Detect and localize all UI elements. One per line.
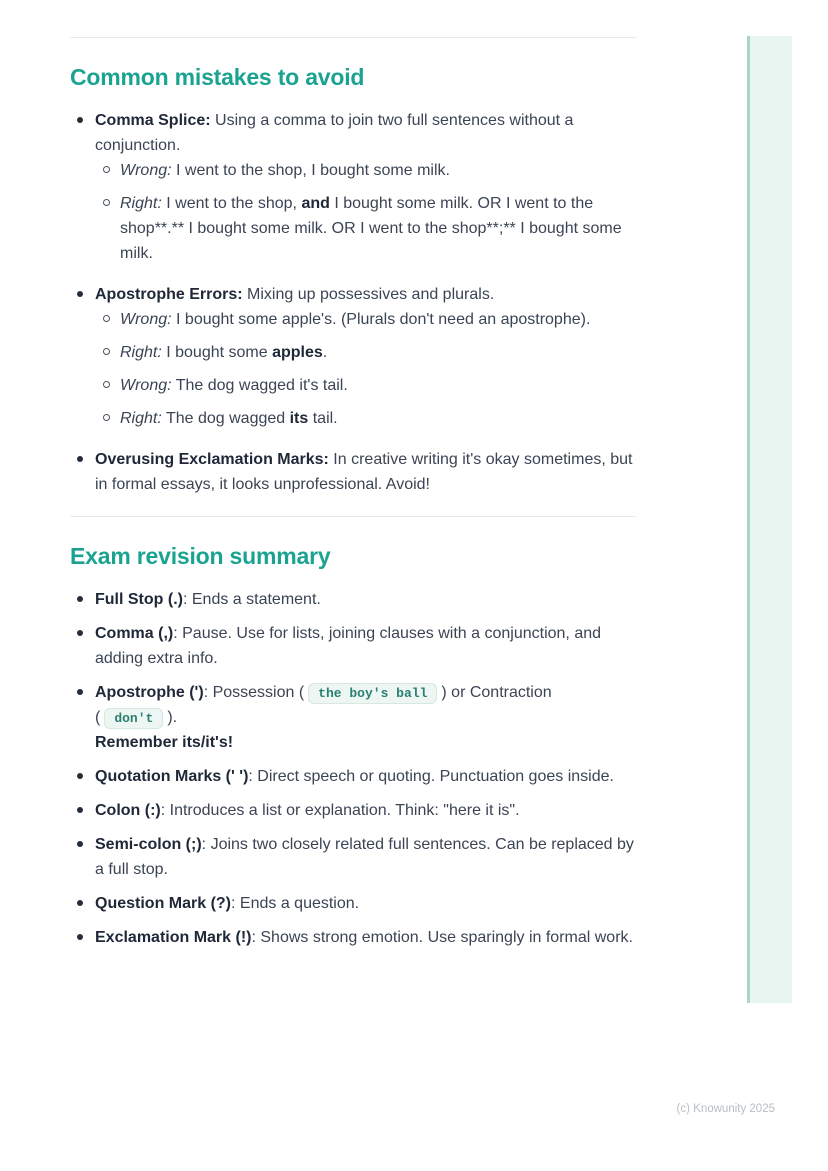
- text-run: : Ends a question.: [231, 895, 360, 912]
- text-run: I went to the shop, I bought some milk.: [171, 162, 450, 179]
- text-run: : Shows strong emotion. Use sparingly in formal work.: [251, 929, 633, 946]
- sections-container: [70, 37, 636, 950]
- section-title: Common mistakes to avoid: [70, 64, 365, 90]
- bullet-list: [70, 108, 636, 497]
- bullet-item: [70, 832, 636, 882]
- text-run: : Ends a statement.: [182, 591, 321, 608]
- text-run: Question Mark (?): [95, 895, 232, 912]
- sub-bullet-item: [95, 191, 636, 266]
- text-run: Apostrophe Errors:: [95, 286, 243, 303]
- text-run: Wrong:: [120, 377, 172, 394]
- text-run: Remember its/it's!: [95, 734, 234, 751]
- text-run: ).: [167, 709, 178, 726]
- text-run: Comma Splice:: [95, 112, 211, 129]
- text-run: Exclamation Mark (!): [95, 929, 252, 946]
- text-run: : Pause. Use for lists, joining clauses with a conjunction, and adding extra info.: [95, 625, 602, 667]
- text-run: I bought some apple's. (Plurals don't need an apostrophe).: [171, 311, 591, 328]
- text-run: apples: [272, 344, 323, 361]
- text-run: : Joins two closely related full sentences. Can be replaced by a full stop.: [95, 836, 634, 878]
- bullet-item: [70, 798, 636, 823]
- sub-bullet-item: [95, 340, 636, 365]
- text-run: In creative writing it's okay sometimes, but in formal essays, it looks unprofessional. Avoid!: [95, 451, 633, 493]
- text-run: Right:: [120, 195, 162, 212]
- code-chip: don't: [104, 708, 163, 729]
- text-run: Overusing Exclamation Marks:: [95, 451, 329, 468]
- text-run: Right:: [120, 410, 162, 427]
- text-run: Wrong:: [120, 311, 172, 328]
- text-run: Right:: [120, 344, 162, 361]
- bullet-item: [70, 680, 636, 755]
- bullet-item: [70, 282, 636, 431]
- document-section: [70, 37, 636, 497]
- bullet-item: [70, 925, 636, 950]
- text-run: Apostrophe ('): [95, 684, 204, 701]
- bullet-item: [70, 587, 636, 612]
- text-run: : Direct speech or quoting. Punctuation goes inside.: [248, 768, 614, 785]
- accent-sidebar-band: [747, 36, 792, 1003]
- text-run: Using a comma to join two full sentences without a conjunction.: [95, 112, 574, 154]
- sub-bullet-list: [95, 158, 636, 266]
- text-run: Quotation Marks (' '): [95, 768, 249, 785]
- section-title: Exam revision summary: [70, 543, 331, 569]
- text-run: Wrong:: [120, 162, 172, 179]
- text-run: The dog wagged: [161, 410, 290, 427]
- sub-bullet-list: [95, 307, 636, 431]
- sub-bullet-item: [95, 158, 636, 183]
- bullet-item: [70, 891, 636, 916]
- bullet-item: [70, 108, 636, 266]
- code-chip: the boy's ball: [308, 683, 437, 704]
- text-run: I bought some milk. OR I went to the shop**.** I bought some milk. OR I went to the shop**;** I bought some milk.: [120, 195, 622, 262]
- text-run: .: [322, 344, 328, 361]
- bullet-item: [70, 764, 636, 789]
- text-run: Colon (:): [95, 802, 161, 819]
- document-content: [70, 0, 636, 950]
- text-run: : Introduces a list or explanation. Think: "here it is".: [160, 802, 520, 819]
- text-run: I bought some: [161, 344, 273, 361]
- text-run: ) or Contraction (: [95, 684, 552, 726]
- text-run: The dog wagged it's tail.: [171, 377, 348, 394]
- sub-bullet-item: [95, 307, 636, 332]
- text-run: tail.: [308, 410, 338, 427]
- bullet-item: [70, 621, 636, 671]
- text-run: Mixing up possessives and plurals.: [242, 286, 495, 303]
- text-run: Full Stop (.): [95, 591, 183, 608]
- section-divider: [70, 516, 636, 517]
- bullet-item: [70, 447, 636, 497]
- text-run: Semi-colon (;): [95, 836, 202, 853]
- text-run: : Possession (: [203, 684, 305, 701]
- text-run: its: [289, 410, 309, 427]
- sub-bullet-item: [95, 406, 636, 431]
- section-divider: [70, 37, 636, 38]
- text-run: Comma (,): [95, 625, 174, 642]
- document-section: [70, 516, 636, 950]
- text-run: and: [301, 195, 330, 212]
- text-run: I went to the shop,: [161, 195, 302, 212]
- sub-bullet-item: [95, 373, 636, 398]
- bullet-list: [70, 587, 636, 950]
- page-footer: (c) Knowunity 2025: [676, 1103, 775, 1115]
